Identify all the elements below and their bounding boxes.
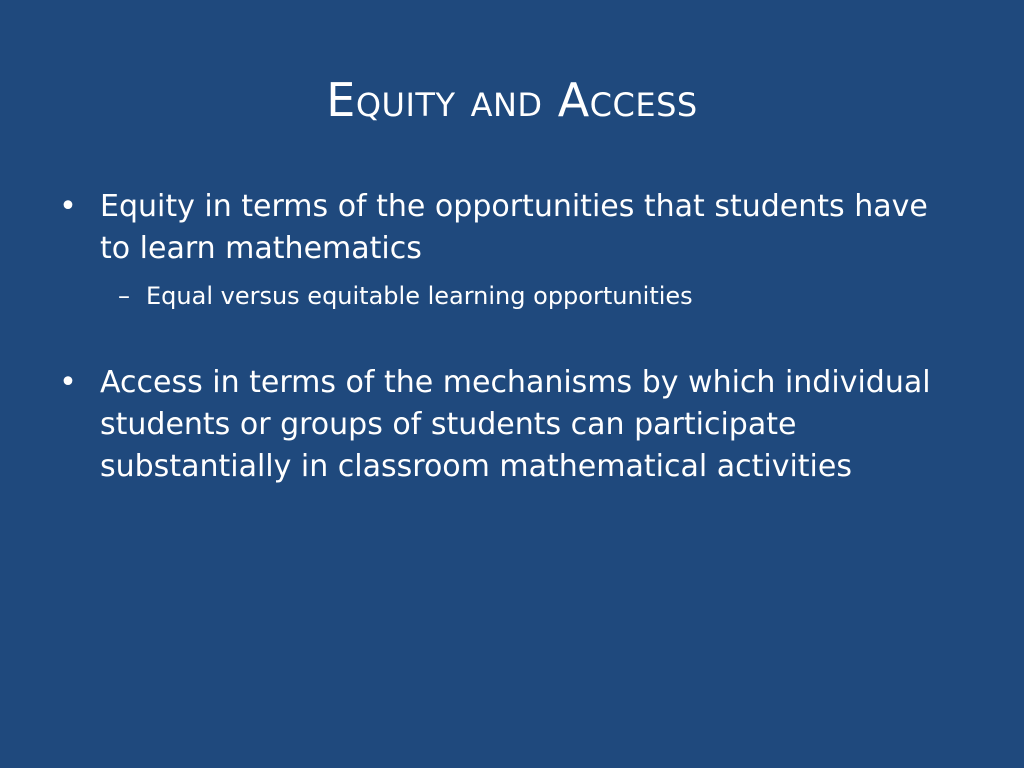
bullet-marker: • [59,189,77,224]
sub-bullet-text: Equal versus equitable learning opportunities [146,282,693,310]
bullet-marker: • [59,365,77,400]
slide-title: Equity and Access [326,73,698,127]
bullet-text: Equity in terms of the opportunities that students have to learn mathematics [100,189,928,266]
spacer [56,314,956,362]
bullet-item-access [56,362,956,488]
bullet-list [56,186,956,488]
bullet-item-equity [56,186,956,270]
sub-bullet-item-equal-vs-equitable [56,278,956,314]
sub-bullet-marker: – [118,282,130,310]
bullet-text: Access in terms of the mechanisms by which individual students or groups of students can participate substantially in classroom mathematical activities [100,365,931,484]
